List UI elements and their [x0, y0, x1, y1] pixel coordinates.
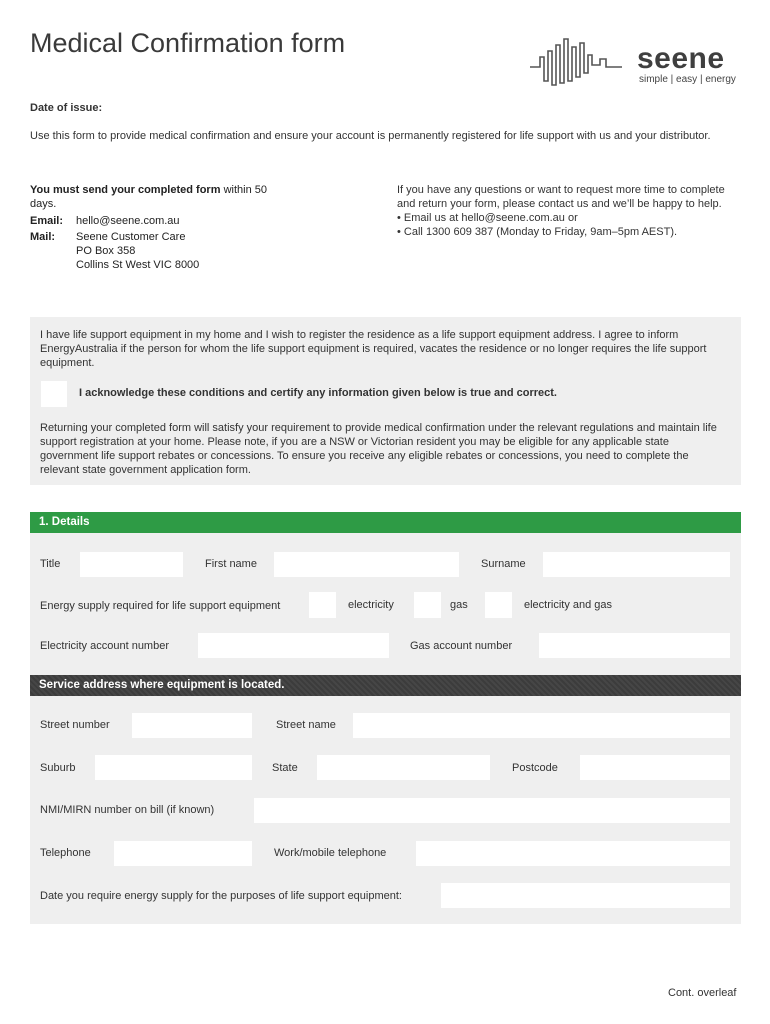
details-section-heading: 1. Details	[30, 512, 741, 533]
electricity-checkbox[interactable]	[309, 592, 336, 618]
mail-line2: PO Box 358	[76, 245, 136, 257]
brand-tagline: simple | easy | energy	[639, 74, 736, 85]
mail-label: Mail:	[30, 231, 56, 243]
electricity-account-input[interactable]	[198, 633, 389, 658]
help-bullet-call: • Call 1300 609 387 (Monday to Friday, 9am–5pm AEST).	[397, 226, 678, 238]
email-domain: .com.au	[140, 215, 180, 227]
email-user: hello@seene	[76, 215, 141, 227]
date-required-label: Date you require energy supply for the purposes of life support equipment:	[40, 890, 402, 902]
help-info	[397, 183, 727, 239]
intro-text: Use this form to provide medical confirmation and ensure your account is permanently registered for life support with us and your distributor.	[30, 130, 711, 142]
suburb-label: Suburb	[40, 762, 76, 774]
help-bullet-email-pre: Email us at	[403, 212, 462, 224]
page-title: Medical Confirmation form	[30, 28, 346, 58]
continued-overleaf: Cont. overleaf	[668, 987, 737, 999]
electricity-and-gas-checkbox[interactable]	[485, 592, 512, 618]
acknowledge-checkbox[interactable]	[41, 381, 67, 407]
nmi-mirn-label: NMI/MIRN number on bill (if known)	[40, 804, 215, 816]
email-address[interactable]	[76, 214, 180, 228]
street-name-label: Street name	[276, 719, 336, 731]
help-bullet-call-pre: Call	[403, 226, 426, 238]
electricity-account-label: Electricity account number	[40, 640, 169, 652]
gas-option-label: gas	[450, 599, 468, 611]
gas-account-label: Gas account number	[410, 640, 513, 652]
send-deadline-bold: You must send your completed form	[30, 184, 221, 196]
telephone-label: Telephone	[40, 847, 91, 859]
date-required-input[interactable]	[441, 883, 730, 908]
send-deadline-rest: within 50 days.	[30, 184, 267, 210]
conditions-paragraph: I have life support equipment in my home and I wish to register the residence as a life support equipment address. I agree to inform EnergyAustralia if the person for whom the life support equipment is required, vacates the residence or no longer requires the life support equipment.	[40, 329, 707, 369]
telephone-input[interactable]	[114, 841, 252, 866]
work-mobile-input[interactable]	[416, 841, 730, 866]
returning-form-paragraph: Returning your completed form will satisfy your requirement to provide medical confirmation under the relevant regulations and maintain life support registration at your home. Please note, if you are a NSW or Victorian resident you may be eligible for any applicable state government life support rebates or concessions. To ensure you receive any eligible rebates or concessions, you need to complete the relevant state government application form.	[40, 422, 717, 476]
acknowledge-label: I acknowledge these conditions and certify any information given below is true and correct.	[79, 387, 557, 399]
work-mobile-label: Work/mobile telephone	[274, 847, 387, 859]
state-input[interactable]	[317, 755, 490, 780]
postcode-input[interactable]	[580, 755, 730, 780]
nmi-mirn-input[interactable]	[254, 798, 730, 823]
gas-checkbox[interactable]	[414, 592, 441, 618]
electricity-and-gas-option-label: electricity and gas	[524, 599, 613, 611]
surname-input[interactable]	[543, 552, 730, 577]
send-instructions	[30, 183, 320, 272]
help-paragraph: If you have any questions or want to request more time to complete and return your form, please contact us and we’ll be happy to help.	[397, 184, 725, 210]
help-bullet-call-post: (Monday to Friday, 9am–5pm AEST).	[493, 226, 678, 238]
surname-label: Surname	[481, 558, 526, 570]
mail-address	[76, 230, 199, 272]
mail-line1-rest: Customer Care	[107, 231, 186, 243]
service-address-heading: Service address where equipment is located.	[30, 675, 741, 696]
first-name-input[interactable]	[274, 552, 459, 577]
title-label: Title	[40, 558, 61, 570]
street-number-input[interactable]	[132, 713, 252, 738]
help-bullet-email: • Email us at hello@seene.com.au or	[397, 212, 578, 224]
mail-line1-bold: Seene	[76, 231, 108, 243]
first-name-label: First name	[205, 558, 257, 570]
seene-logo-icon	[530, 37, 630, 89]
electricity-option-label: electricity	[348, 599, 394, 611]
energy-supply-label: Energy supply required for life support equipment	[40, 600, 281, 612]
title-input[interactable]	[80, 552, 183, 577]
email-label: Email:	[30, 215, 64, 227]
date-of-issue-label: Date of issue:	[30, 102, 103, 114]
street-number-label: Street number	[40, 719, 110, 731]
brand-name: seene	[637, 42, 725, 75]
help-bullet-email-post: or	[564, 212, 578, 224]
mail-line3: Collins St West VIC 8000	[76, 259, 200, 271]
street-name-input[interactable]	[353, 713, 730, 738]
postcode-label: Postcode	[512, 762, 558, 774]
suburb-input[interactable]	[95, 755, 252, 780]
help-phone-number[interactable]: 1300 609 387	[425, 226, 494, 238]
gas-account-input[interactable]	[539, 633, 730, 658]
state-label: State	[272, 762, 298, 774]
help-email-link[interactable]: hello@seene.com.au	[461, 212, 565, 224]
